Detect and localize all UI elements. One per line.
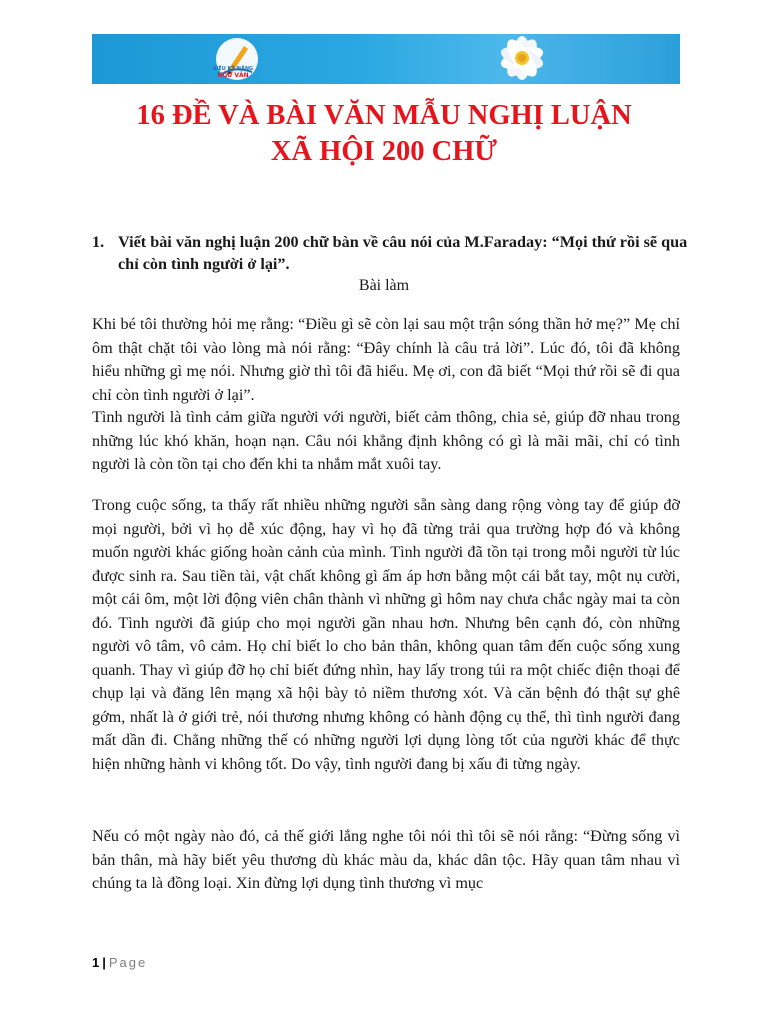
paragraph-2: Tình người là tình cảm giữa người với người, biết cảm thông, chia sẻ, giúp đỡ nhau trong những lúc khó khăn, hoạn nạn. Câu nói khẳng định không có gì là mãi mãi, chỉ có tình người là còn tồn tại cho đến khi ta nhắm mắt xuôi tay.	[92, 408, 680, 473]
page-label: Page	[108, 955, 148, 970]
bai-lam-heading: Bài làm	[358, 277, 410, 294]
paragraph-3: Trong cuộc sống, ta thấy rất nhiều những người sẵn sàng dang rộng vòng tay để giúp đỡ mọi người, bởi vì họ dễ xúc động, hay vì họ đã từng trải qua trường hợp đó và không muốn người khác giống hoàn cảnh của mình. Tình người đã tồn tại trong mỗi người từ lúc được sinh ra. Sau tiền tài, vật chất không gì ấm áp hơn bằng một cái bắt tay, một nụ cười, một cái ôm, một lời động viên chân thành vì những gì hôm nay chưa chắc ngày mai ta còn đó. Tình người đã giúp cho mọi người gần nhau hơn. Nhưng bên cạnh đó, còn những người vô tâm, vô cảm. Họ chỉ biết lo cho bản thân, không quan tâm đến cuộc sống xung quanh. Thay vì giúp đỡ họ chỉ biết đứng nhìn, hay lấy trong túi ra một chiếc điện thoại để chụp lại và đăng lên mạng xã hội bày tỏ niềm thương xót. Và căn bệnh đó thật sự ghê gớm, nhất là ở giới trẻ, nói thương nhưng không có hành động cụ thể, thì tình người đang mất dần đi. Chẳng những thế có những người lợi dụng lòng tốt của người khác để thực hiện những hành vi không tốt. Do vậy, tình người đang bị xấu đi từng ngày.	[92, 496, 680, 773]
question-number: 1.	[92, 233, 105, 251]
paragraph-1: Khi bé tôi thường hỏi mẹ rằng: “Điều gì sẽ còn lại sau một trận sóng thần hở mẹ?” Mẹ chỉ ôm thật chặt tôi vào lòng mà nói rằng: “Đây chính là câu trả lời”. Lúc đó, tôi đã không hiểu những gì mẹ nói. Nhưng giờ thì tôi đã hiểu. Mẹ ơi, con đã biết “Mọi thứ rồi sẽ đi qua chỉ còn tình người ở lại”.	[92, 315, 680, 404]
header-banner	[92, 34, 680, 84]
title-line-2: XÃ HỘI 200 CHỮ	[270, 136, 498, 167]
flower-icon	[492, 34, 552, 84]
footer-separator: |	[102, 955, 106, 970]
logo-line2: NGỮ VĂN	[217, 72, 249, 79]
page-number: 1	[92, 955, 100, 970]
question-text: Viết bài văn nghị luận 200 chữ bàn về câu nói của M.Faraday: “Mọi thứ rồi sẽ qua chỉ còn tình người ở lại”.	[118, 233, 688, 273]
logo-line1: SIÊU KỸ NĂNG	[212, 66, 254, 72]
page-title	[0, 98, 768, 170]
logo-text	[210, 36, 256, 82]
title-line-1: 16 ĐỀ VÀ BÀI VĂN MẪU NGHỊ LUẬN	[136, 100, 632, 131]
page-footer	[92, 955, 147, 970]
question-1	[92, 231, 692, 275]
paragraph-4: Nếu có một ngày nào đó, cả thế giới lắng nghe tôi nói thì tôi sẽ nói rằng: “Đừng sống vì bản thân, mà hãy biết yêu thương dù khác màu da, khác dân tộc. Hãy quan tâm nhau vì chúng ta là đồng loại. Xin đừng lợi dụng tình thương vì mục	[92, 827, 680, 892]
